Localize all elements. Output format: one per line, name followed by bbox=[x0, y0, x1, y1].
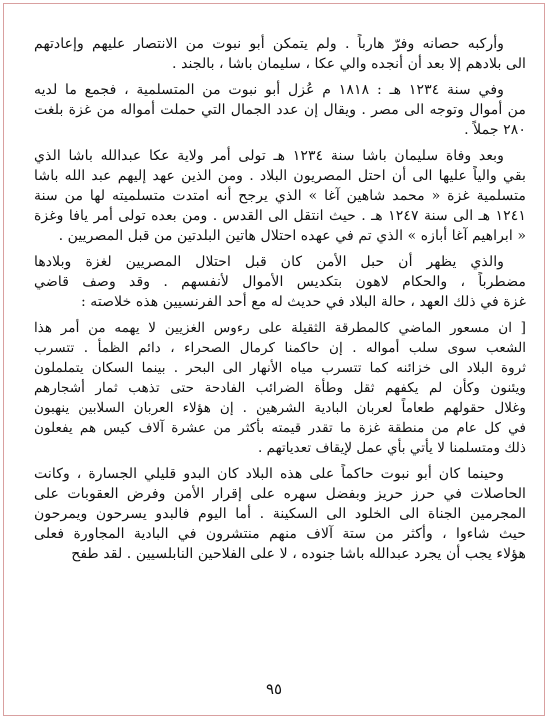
text-line: الى بلادهم إلا بعد أن أنجده والي عكا ، سليمان باشا ، بالجند . bbox=[172, 56, 526, 72]
page-frame bbox=[3, 3, 545, 716]
text-line: ٢٨٠ جملاً . bbox=[464, 122, 526, 138]
text-line: ذلك ومتسلمنا لا يأتي بأي عمل لإيقاف تعدياتهم . bbox=[258, 440, 526, 456]
text-line: هؤلاء يجب أن يجرد عبدالله باشا جنوده ، لا على الفلاحين النابلسيين . لقد طفح bbox=[71, 546, 526, 562]
text-line: مضطرباً ، والحكام لاهون بتكديس الأموال لأنفسهم . وقد وصف قاضي bbox=[34, 274, 526, 290]
text-line: الحاصلات في حرز حريز وبفضل سهره على إقرار الأمن وفرض العقوبات على bbox=[34, 486, 526, 502]
document-page bbox=[34, 34, 526, 714]
page-number: ٩٥ bbox=[265, 680, 283, 698]
paragraph bbox=[34, 252, 526, 312]
text-line: وبعد وفاة سليمان باشا سنة ١٢٣٤ هـ تولى أمر ولاية عكا عبدالله باشا الذي bbox=[34, 148, 504, 164]
text-line: وغلال حقولهم طعاماً لعربان البادية الشرهين . إن هؤلاء العربان السلابين ينهبون bbox=[34, 400, 526, 416]
paragraph bbox=[34, 146, 526, 246]
quoted-passage bbox=[34, 318, 526, 458]
text-line: ويئنون وكأن لم يكفهم ثقل وطأة الضرائب الفادحة حتى تذهب ثمار أشجارهم bbox=[34, 380, 526, 396]
text-line: المجرمين الجناة الى الخلود الى السكينة . أما اليوم فالبدو يسرحون ويمرحون bbox=[34, 506, 526, 522]
text-line: من أموال وتوجه الى مصر . ويقال إن عدد الجمال التي حملت أمواله من غزة بلغت bbox=[34, 102, 526, 118]
text-line: حيث شاءوا ، وأكثر من ستة آلاف منهم منتشرون في البادية المجاورة فعلى bbox=[34, 526, 526, 542]
paragraph bbox=[34, 464, 526, 564]
paragraph bbox=[34, 34, 526, 74]
text-line: ١٢٤١ هـ الى سنة ١٢٤٧ هـ . حيث انتقل الى القدس . ومن بعده تولى أمر يافا وغزة bbox=[34, 208, 526, 224]
text-line: والذي يظهر أن حبل الأمن كان قبل احتلال المصريين لغزة وبلادها bbox=[34, 254, 504, 270]
paragraph bbox=[34, 80, 526, 140]
text-line: ثروة البلاد الى خزائنه كما تتسرب مياه الأنهار الى البحر . بينما السكان يتململون bbox=[34, 360, 526, 376]
text-line: [ ان مسعور الماضي كالمطرقة الثقيلة على رءوس الغزيين لا يهمه من أمر هذا bbox=[34, 320, 526, 336]
text-line: بقي والياً عليها الى أن احتل المصريون البلاد . ومن الذين عهد إليهم عبد الله باشا bbox=[34, 168, 526, 184]
text-line: غزة في ذلك العهد ، حالة البلاد في حديث له مع أحد الفرنسيين هذه خلاصته : bbox=[80, 294, 526, 310]
text-line: « ابراهيم آغا أبازه » الذي تم في عهده احتلال هاتين البلدتين من قبل المصريين . bbox=[58, 228, 526, 244]
text-line: متسلمية غزة « محمد شاهين آغا » الذي يرجح أنه امتدت متسلميته لها من سنة bbox=[34, 188, 526, 204]
text-line: في كل عام من منطقة غزة ما تقدر قيمته بأكثر من عشرة آلاف كيس هم يفعلون bbox=[34, 420, 526, 436]
text-line: وفي سنة ١٢٣٤ هـ : ١٨١٨ م عُزل أبو نبوت من المتسلمية ، فجمع ما لديه bbox=[34, 82, 504, 98]
text-line: وحينما كان أبو نبوت حاكماً على هذه البلاد كان البدو قليلي الجسارة ، وكانت bbox=[34, 466, 504, 482]
text-line: وأركبه حصانه وفرّ هارباً . ولم يتمكن أبو نبوت من الانتصار عليهم وإعادتهم bbox=[34, 36, 504, 52]
text-line: الشعب سوى سلب أمواله . إن حاكمنا كرمال الصحراء ، دائم الظمأ . تتسرب bbox=[34, 340, 526, 356]
